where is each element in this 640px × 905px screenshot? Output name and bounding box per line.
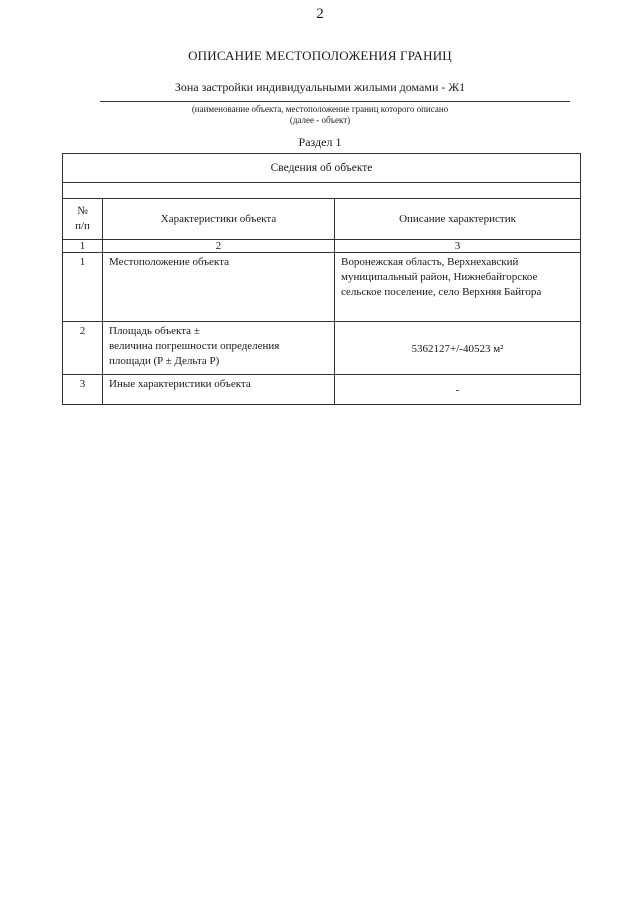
row-label-line-3: площади (P ± Дельта P) [109, 355, 220, 367]
row-number: 2 [63, 322, 103, 375]
row-label: Иные характеристики объекта [103, 375, 335, 405]
object-name-caption [0, 104, 640, 126]
row-number: 1 [63, 253, 103, 322]
row-label-line-1: Площадь объекта ± [109, 325, 200, 337]
row-label: Местоположение объекта [103, 253, 335, 322]
table-row [63, 253, 581, 322]
object-info-table [62, 153, 581, 405]
table-title: Сведения об объекте [63, 154, 581, 183]
object-name: Зона застройки индивидуальными жилыми домами - Ж1 [174, 80, 466, 94]
table-header-row [63, 199, 581, 240]
object-name-underline [100, 101, 570, 102]
index-cell-3: 3 [335, 240, 581, 253]
header-description: Описание характеристик [335, 199, 581, 240]
row-value: Воронежская область, Верхнехавский муниципальный район, Нижнебайгорское сельское поселение, село Верхняя Байгора [335, 253, 581, 322]
header-number-line-1: № [77, 205, 88, 217]
page-number: 2 [316, 6, 324, 22]
header-number [63, 199, 103, 240]
index-cell-2: 2 [103, 240, 335, 253]
row-label-line-2: величина погрешности определения [109, 340, 280, 352]
header-characteristics: Характеристики объекта [103, 199, 335, 240]
table-index-row [63, 240, 581, 253]
table-empty-row [63, 183, 581, 199]
table-row [63, 375, 581, 405]
caption-line-1: (наименование объекта, местоположение границ которого описано [191, 104, 449, 114]
header-number-line-2: п/п [75, 220, 90, 232]
section-heading: Раздел 1 [298, 135, 342, 149]
row-value: 5362127+/-40523 м² [335, 322, 581, 375]
document-title: ОПИСАНИЕ МЕСТОПОЛОЖЕНИЯ ГРАНИЦ [188, 48, 452, 63]
caption-line-2: (далее - объект) [289, 115, 351, 125]
index-cell-1: 1 [63, 240, 103, 253]
table-title-row [63, 154, 581, 183]
row-value: - [335, 375, 581, 405]
row-number: 3 [63, 375, 103, 405]
empty-cell [63, 183, 581, 199]
table-row [63, 322, 581, 375]
row-label [103, 322, 335, 375]
